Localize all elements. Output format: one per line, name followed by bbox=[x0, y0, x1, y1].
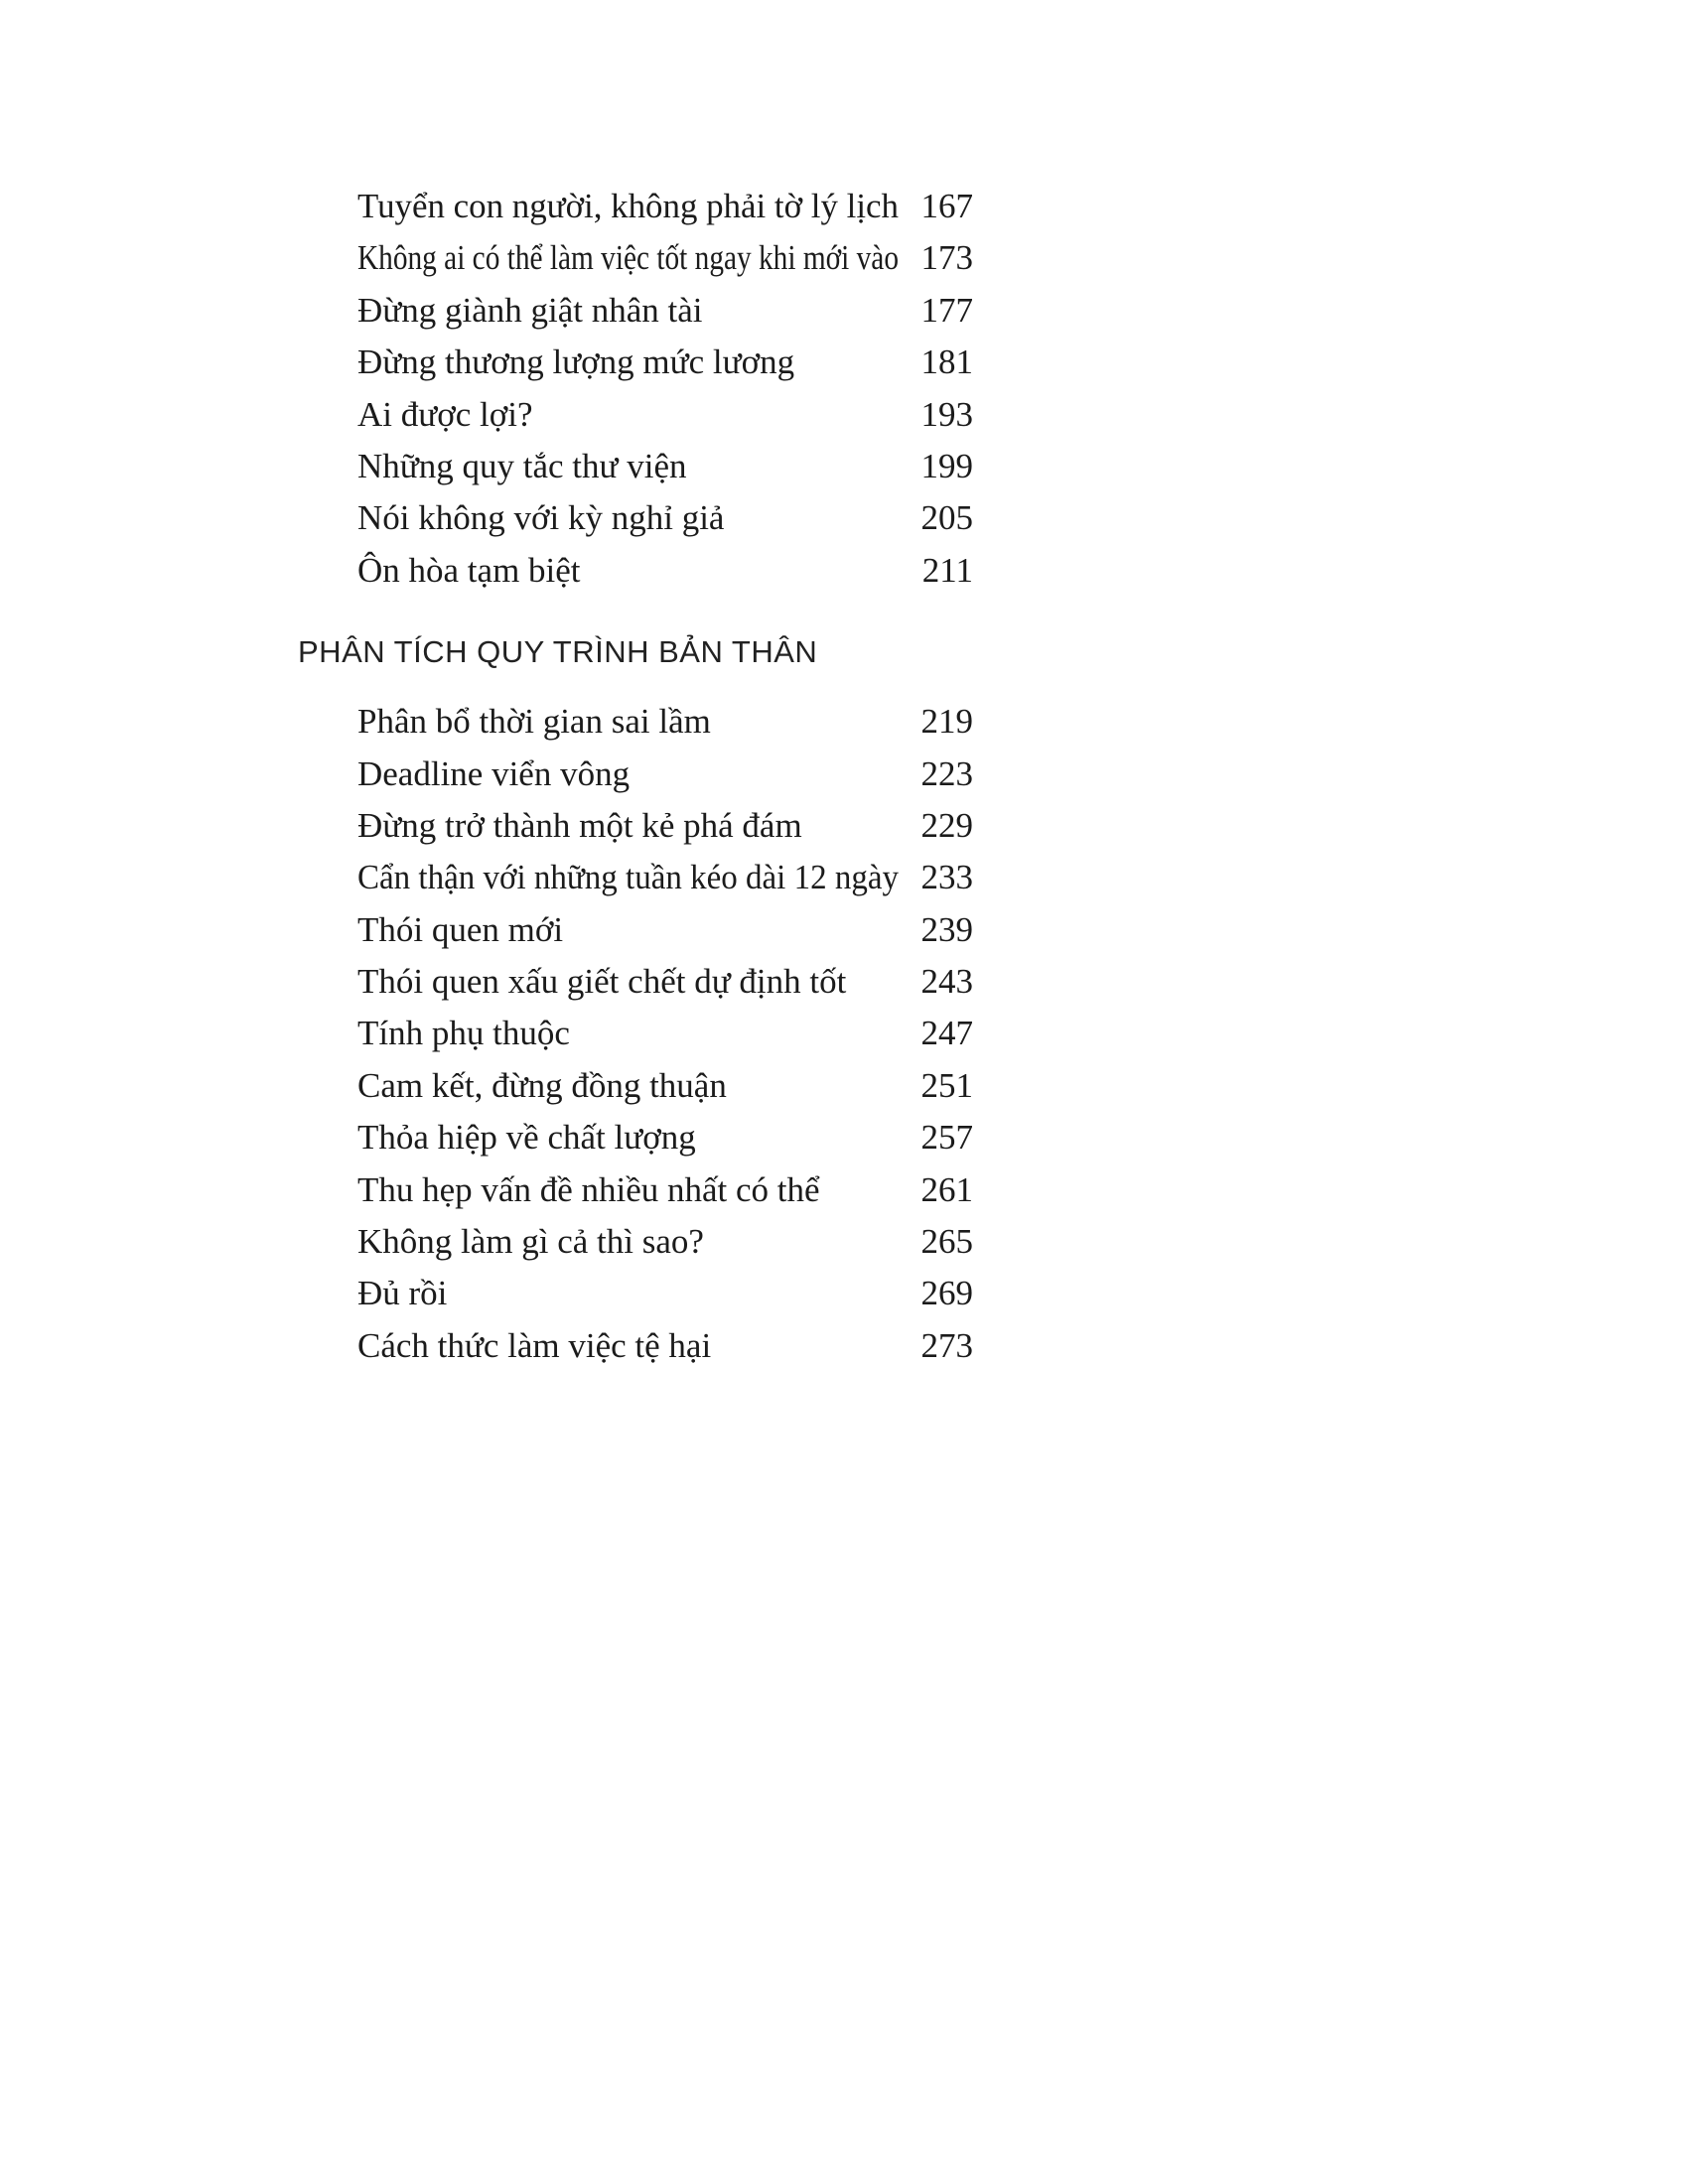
toc-entry-title-wrap bbox=[357, 1320, 899, 1372]
toc-entry bbox=[298, 800, 973, 852]
toc-list bbox=[298, 181, 973, 1372]
toc-entry-title: Ai được lợi? bbox=[357, 394, 533, 434]
toc-entry-title: Ôn hòa tạm biệt bbox=[357, 550, 581, 590]
toc-entry-title: Cẩn thận với những tuần kéo dài 12 ngày bbox=[357, 858, 899, 897]
toc-entry bbox=[298, 492, 973, 544]
toc-entry-page: 243 bbox=[920, 962, 973, 1002]
toc-entry-title: Đủ rồi bbox=[357, 1274, 448, 1313]
toc-entry-title-wrap bbox=[357, 389, 899, 441]
toc-entry-page: 273 bbox=[920, 1325, 973, 1365]
toc-entry-page: 261 bbox=[920, 1169, 973, 1209]
toc-entry-title: Đừng trở thành một kẻ phá đám bbox=[357, 805, 802, 845]
toc-entry-title-wrap bbox=[357, 285, 899, 337]
toc-entry-page: 173 bbox=[920, 238, 973, 278]
toc-entry bbox=[298, 1112, 973, 1163]
toc-entry-title: Những quy tắc thư viện bbox=[357, 446, 687, 485]
toc-entry-page: 177 bbox=[920, 290, 973, 330]
toc-entry-title-wrap bbox=[357, 492, 899, 544]
toc-entry-page: 247 bbox=[920, 1014, 973, 1053]
toc-entry-page: 229 bbox=[920, 805, 973, 845]
toc-entry-page: 205 bbox=[920, 498, 973, 538]
toc-entry-title: Thói quen mới bbox=[357, 909, 564, 949]
toc-entry-title: Tuyển con người, không phải tờ lý lịch bbox=[357, 187, 899, 225]
toc-entry-title: Nói không với kỳ nghỉ giả bbox=[357, 498, 725, 538]
toc-entry-page: 239 bbox=[920, 909, 973, 949]
toc-entry-title: Không làm gì cả thì sao? bbox=[357, 1222, 704, 1262]
toc-entry-page: 265 bbox=[920, 1222, 973, 1262]
toc-entry-page: 167 bbox=[920, 187, 973, 225]
toc-entry bbox=[298, 1216, 973, 1268]
toc-entry bbox=[298, 956, 973, 1008]
toc-entry bbox=[298, 1060, 973, 1112]
toc-entry-title: Không ai có thể làm việc tốt ngay khi mới vào bbox=[357, 238, 899, 278]
toc-entry-title: Thu hẹp vấn đề nhiều nhất có thể bbox=[357, 1169, 820, 1209]
toc-entry bbox=[298, 337, 973, 388]
toc-entry bbox=[298, 1268, 973, 1319]
toc-entry-title: Tính phụ thuộc bbox=[357, 1014, 570, 1053]
toc-entry-title-wrap bbox=[357, 1268, 899, 1319]
toc-entry-title-wrap bbox=[357, 232, 899, 284]
toc-entry-title-wrap bbox=[357, 1216, 899, 1268]
toc-entry-page: 181 bbox=[920, 342, 973, 382]
toc-entry-title-wrap bbox=[357, 181, 899, 232]
toc-entry bbox=[298, 441, 973, 492]
toc-entry-title-wrap bbox=[357, 1164, 899, 1216]
toc-entry-title-wrap bbox=[357, 1112, 899, 1163]
toc-entry-title-wrap bbox=[357, 1008, 899, 1059]
toc-entry bbox=[298, 285, 973, 337]
toc-entry bbox=[298, 852, 973, 903]
toc-entry-title-wrap bbox=[357, 696, 899, 748]
toc-entry-title: Đừng thương lượng mức lương bbox=[357, 342, 795, 382]
toc-entry-page: 223 bbox=[920, 753, 973, 793]
toc-entry bbox=[298, 1320, 973, 1372]
toc-entry-page: 219 bbox=[920, 702, 973, 742]
toc-entry-title: Phân bổ thời gian sai lầm bbox=[357, 702, 711, 742]
toc-entry bbox=[298, 232, 973, 284]
toc-entry-page: 193 bbox=[920, 394, 973, 434]
toc-entry-title-wrap bbox=[357, 1060, 899, 1112]
toc-entry-title: Deadline viển vông bbox=[357, 753, 631, 793]
toc-entry bbox=[298, 389, 973, 441]
toc-entry-title-wrap bbox=[357, 545, 899, 597]
toc-section-header: PHÂN TÍCH QUY TRÌNH BẢN THÂN bbox=[298, 634, 818, 670]
toc-entry bbox=[298, 1008, 973, 1059]
toc-entry-title-wrap bbox=[357, 749, 899, 800]
toc-entry-title-wrap bbox=[357, 337, 899, 388]
toc-entry-page: 257 bbox=[920, 1118, 973, 1158]
toc-entry-title-wrap bbox=[357, 956, 899, 1008]
toc-entry bbox=[298, 749, 973, 800]
toc-entry bbox=[298, 696, 973, 748]
toc-entry-page: 251 bbox=[920, 1065, 973, 1105]
toc-entry bbox=[298, 181, 973, 232]
toc-entry bbox=[298, 545, 973, 597]
toc-entry-page: 199 bbox=[920, 446, 973, 485]
toc-entry-title-wrap bbox=[357, 800, 899, 852]
toc-entry-page: 211 bbox=[921, 550, 973, 590]
toc-entry-title: Cam kết, đừng đồng thuận bbox=[357, 1065, 727, 1105]
toc-entry-title-wrap bbox=[357, 852, 899, 903]
toc-entry-title-wrap bbox=[357, 904, 899, 956]
toc-entry-title: Thỏa hiệp về chất lượng bbox=[357, 1118, 696, 1158]
toc-entry-title: Đừng giành giật nhân tài bbox=[357, 290, 703, 330]
toc-entry bbox=[298, 1164, 973, 1216]
toc-entry bbox=[298, 904, 973, 956]
toc-entry-title-wrap bbox=[357, 441, 899, 492]
toc-entry-page: 269 bbox=[920, 1274, 973, 1313]
toc-entry-page: 233 bbox=[920, 858, 973, 897]
toc-entry-title: Cách thức làm việc tệ hại bbox=[357, 1325, 712, 1365]
toc-entry-title: Thói quen xấu giết chết dự định tốt bbox=[357, 962, 847, 1002]
